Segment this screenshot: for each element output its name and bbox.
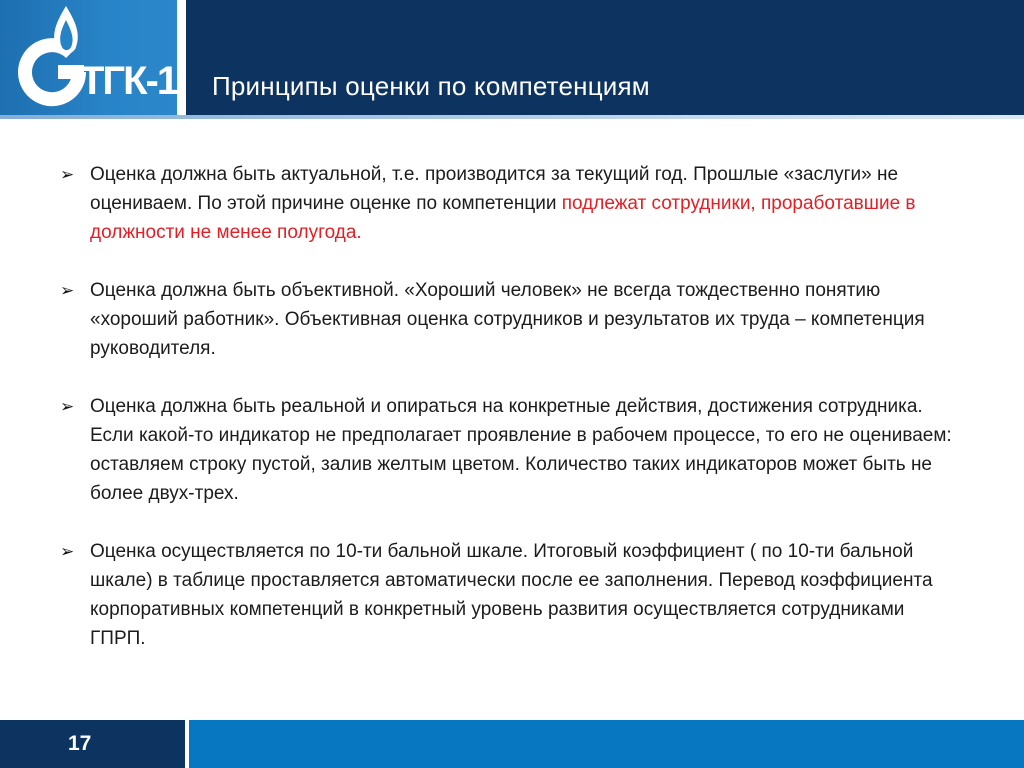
- page-number: 17: [68, 732, 92, 755]
- arrow-bullet-icon: ➢: [60, 165, 75, 184]
- bullet-main-text: Оценка осуществляется по 10-ти бальной шкале. Итоговый коэффициент ( по 10-ти бальной шкале) в таблице проставляется автоматически после ее заполнения. Перевод коэффициента корпоративных компетенций в конкретный уровень развития осуществляется сотрудниками ГПРП.: [90, 541, 933, 649]
- bullet-main-text: Оценка должна быть актуальной, т.е. производится за текущий год. Прошлые «заслуги» не оцениваем. По этой причине оценке по компетенции: [90, 164, 899, 214]
- bullet-item-2: [60, 276, 964, 363]
- header-gap: [177, 0, 186, 115]
- arrow-bullet-icon: ➢: [60, 397, 75, 416]
- slide-title: Принципы оценки по компетенциям: [212, 71, 650, 101]
- page-number-block: [0, 720, 185, 768]
- bullet-text: [90, 160, 964, 247]
- bullet-text: [90, 537, 964, 653]
- bullet-main-text: Оценка должна быть объективной. «Хороший человек» не всегда тождественно понятию «хороший работник». Объективная оценка сотрудников и результатов их труда – компетенция руководителя.: [90, 280, 925, 359]
- header: [0, 0, 1024, 115]
- bullet-text: [90, 392, 964, 508]
- company-logo: [0, 0, 177, 115]
- bullet-item-3: [60, 392, 964, 508]
- gazprom-flame-icon: [0, 0, 177, 115]
- footer: [0, 720, 1024, 768]
- bullet-main-text: Оценка должна быть реальной и опираться на конкретные действия, достижения сотрудника. Если какой-то индикатор не предполагает проявление в рабочем процессе, то его не оцениваем: оставляем строку пустой, залив желтым цветом. Количество таких индикаторов может быть не более двух-трех.: [90, 396, 952, 504]
- bullet-text: [90, 276, 964, 363]
- bullet-item-4: [60, 537, 964, 653]
- bullet-highlight-text: подлежат сотрудники, проработавшие в должности не менее полугода.: [90, 193, 916, 243]
- slide-content: [0, 119, 1024, 719]
- footer-accent-bar: [189, 720, 1024, 768]
- bullet-list: [0, 160, 1024, 653]
- logo-company-text: ТГК-1: [80, 59, 177, 103]
- title-bar: [186, 0, 1024, 115]
- arrow-bullet-icon: ➢: [60, 542, 75, 561]
- arrow-bullet-icon: ➢: [60, 281, 75, 300]
- bullet-item-1: [60, 160, 964, 247]
